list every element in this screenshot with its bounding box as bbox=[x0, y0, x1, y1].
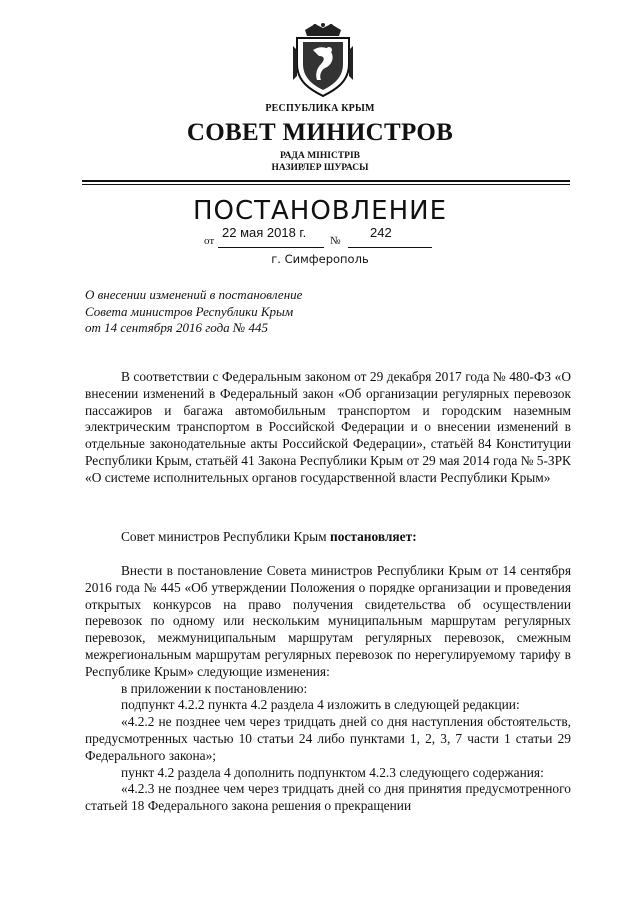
republic-name: РЕСПУБЛИКА КРЫМ bbox=[265, 103, 375, 114]
header-divider bbox=[82, 180, 570, 182]
resolves-paragraph bbox=[85, 529, 571, 546]
council-name-crimean-tatar: НАЗИРЛЕР ШУРАСЫ bbox=[271, 163, 369, 173]
subject-line: О внесении изменений в постановление bbox=[85, 287, 303, 302]
resolves-keyword: постановляет: bbox=[330, 529, 417, 544]
document-type: ПОСТАНОВЛЕНИЕ bbox=[192, 196, 448, 226]
preamble-paragraph: В соответствии с Федеральным законом от 29 декабря 2017 года № 480-ФЗ «О внесении изменений в Федеральный закон «Об организации регулярных перевозок пассажиров и багажа автомобильным транспортом и городским наземным электрическим транспортом в Российской Федерации и о внесении изменений в отдельные законодательные акты Российской Федерации», статьёй 84 Конституции Республики Крым, статьёй 41 Закона Республики Крым от 29 мая 2014 года № 5-ЗРК «О системе исполнительных органов государственной власти Республики Крым» bbox=[85, 369, 571, 485]
preamble-block bbox=[85, 369, 571, 487]
amendment-quote-4-2-3: «4.2.3 не позднее чем через тридцать дней со дня принятия предусмотренного статьей 18 Федерального закона решения о прекращении bbox=[85, 781, 571, 814]
amendment-quote-4-2-2: «4.2.2 не позднее чем через тридцать дней со дня наступления обстоятельств, предусмотренных частью 10 статьи 24 либо пунктами 1, 2, 3, 7 части 1 статьи 29 Федерального закона»; bbox=[85, 714, 571, 763]
document-number: 242 bbox=[370, 225, 392, 240]
date-underline bbox=[218, 247, 324, 248]
document-city: г. Симферополь bbox=[271, 252, 369, 266]
council-name: СОВЕТ МИНИСТРОВ bbox=[186, 119, 454, 146]
council-name-ukrainian: РАДА МІНІСТРІВ bbox=[279, 151, 360, 161]
from-label: от bbox=[204, 235, 215, 247]
amendment-subpoint-line: подпункт 4.2.2 пункта 4.2 раздела 4 изложить в следующей редакции: bbox=[121, 697, 520, 713]
resolves-block bbox=[85, 529, 571, 546]
amendment-intro-paragraph: Внести в постановление Совета министров Республики Крым от 14 сентября 2016 года № 445 «Об утверждении Положения о порядке организации и проведения открытых конкурсов на право получения свидетельства об осуществлении перевозок по одному или нескольким муниципальным маршрутам регулярных перевозок, межмуниципальным маршрутам регулярных перевозок, смежным межрегиональным маршрутам регулярных перевозок по нерегулируемому тарифу в Республике Крым» следующие изменения: bbox=[85, 563, 571, 679]
document-subject bbox=[85, 287, 302, 337]
resolves-prefix: Совет министров Республики Крым bbox=[121, 529, 327, 544]
subject-line: Совета министров Республики Крым bbox=[85, 303, 294, 319]
amendments-block bbox=[85, 563, 571, 815]
crimea-coat-of-arms-icon bbox=[291, 20, 355, 98]
number-label: № bbox=[330, 235, 341, 247]
document-date: 22 мая 2018 г. bbox=[222, 225, 307, 240]
header-divider-thin bbox=[82, 184, 570, 185]
amendment-add-line: пункт 4.2 раздела 4 дополнить подпунктом 4.2.3 следующего содержания: bbox=[121, 764, 544, 780]
amendment-annex-line: в приложении к постановлению: bbox=[121, 680, 308, 696]
number-underline bbox=[348, 247, 432, 248]
subject-line: от 14 сентября 2016 года № 445 bbox=[85, 320, 268, 335]
